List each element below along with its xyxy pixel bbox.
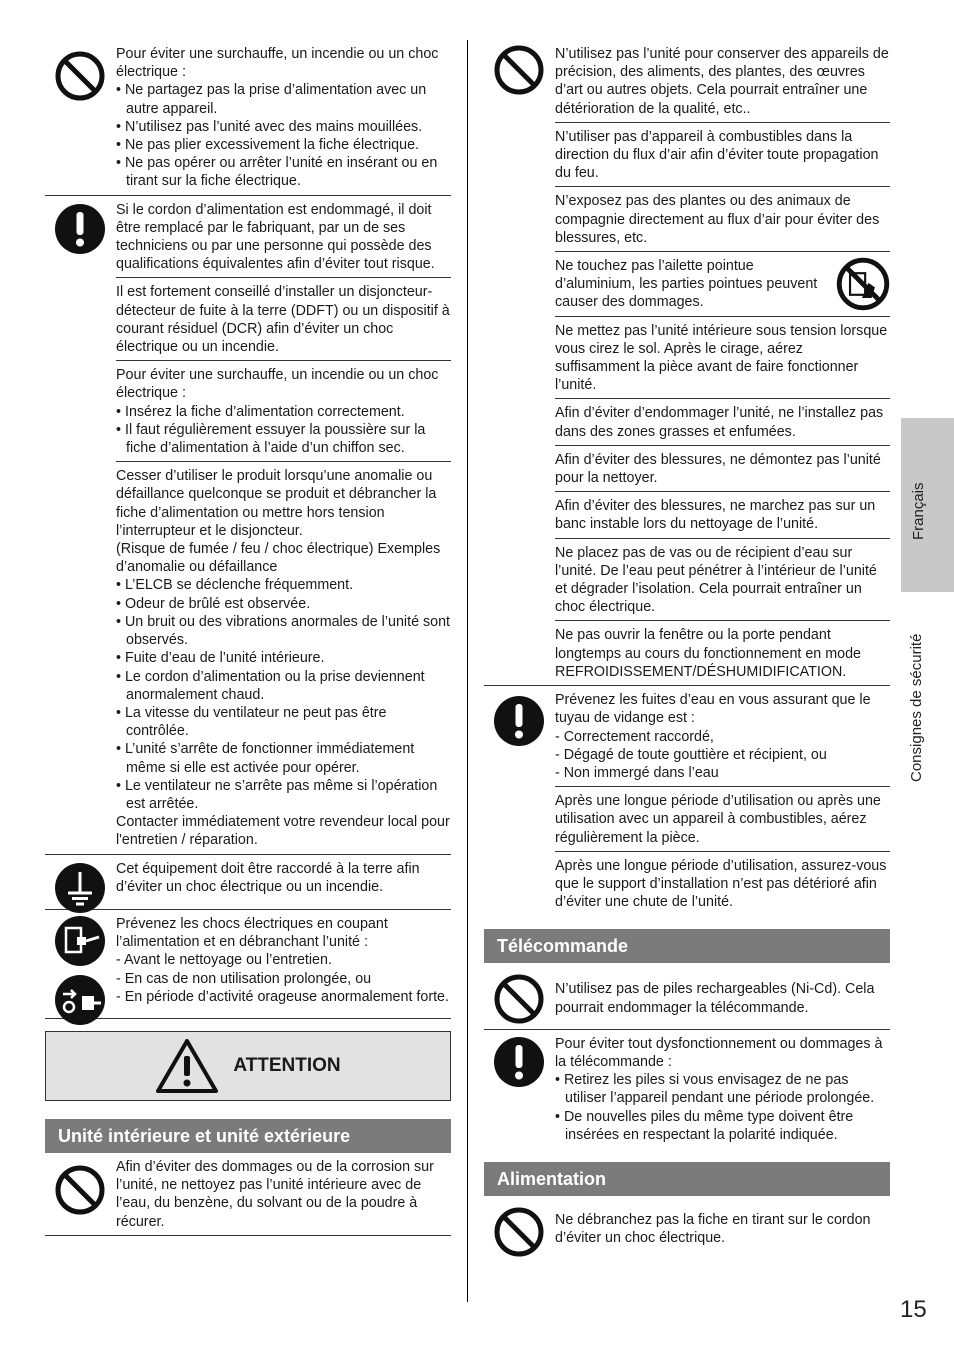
safety-item: Pour éviter une surchauffe, un incendie ou un choc électrique : • Insérez la fiche d’alimentation correctement. • Il faut régulièrement essuyer la poussière sur la fiche d’alimentation à l’aide d’un chiffon sec. bbox=[116, 361, 451, 462]
ground-block bbox=[45, 855, 451, 910]
safety-item: Il est fortement conseillé d’installer un disjoncteur-détecteur de fuite à la terre (DDFT) ou un dispositif à courant résiduel (DCR) afin d’éviter un choc électrique ou un incendie. bbox=[116, 278, 451, 361]
language-label: Français bbox=[910, 482, 927, 540]
mandatory-block bbox=[484, 686, 890, 915]
prohibition-block bbox=[484, 963, 890, 1029]
safety-item: Si le cordon d’alimentation est endommagé, il doit être remplacé par le fabriquant, par un de ses techniciens ou par une personne qui possède des qualifications équivalentes afin d’éviter tout risque. bbox=[116, 196, 451, 279]
prohibition-block bbox=[484, 40, 890, 686]
safety-item: Afin d’éviter des blessures, ne démontez pas l’unité pour la nettoyer. bbox=[555, 446, 890, 492]
page-number: 15 bbox=[900, 1296, 927, 1323]
safety-item: Afin d’éviter des blessures, ne marchez pas sur un banc instable lors du nettoyage de l’unité. bbox=[555, 492, 890, 538]
safety-item: Afin d’éviter des dommages ou de la corrosion sur l’unité, ne nettoyez pas l’unité intérieure avec de l’eau, du benzène, du solvant ou de la poudre à récurer. bbox=[116, 1158, 434, 1230]
section-title-power: Alimentation bbox=[484, 1162, 890, 1196]
mandatory-icon bbox=[494, 1037, 544, 1087]
prohibition-icon bbox=[494, 1207, 544, 1257]
safety-item: Ne placez pas de vas ou de récipient d’eau sur l’unité. De l’eau peut pénétrer à l’intérieur de l’unité et dégrader l’isolation. Cela pourrait entraîner un choc électrique. bbox=[555, 539, 890, 622]
section-title-remote: Télécommande bbox=[484, 929, 890, 963]
safety-item: N’utilisez pas de piles rechargeables (Ni-Cd). Cela pourrait endommager la télécommande. bbox=[555, 981, 875, 1016]
prohibition-icon bbox=[55, 51, 105, 101]
right-column bbox=[484, 40, 890, 1251]
prohibition-icon bbox=[494, 974, 544, 1024]
mandatory-icon bbox=[55, 204, 105, 254]
safety-item: Pour éviter une surchauffe, un incendie ou un choc électrique : • Ne partagez pas la prise d’alimentation avec un autre appareil. • N’utilisez pas l’unité avec des mains mouillées. • Ne pas plier excessivement la fiche électrique. • Ne pas opérer ou arrêter l’unité en insérant ou en tirant sur la fiche électrique. bbox=[116, 40, 451, 195]
no-touch-icon bbox=[836, 257, 890, 311]
disconnect-power-icon bbox=[55, 975, 105, 1025]
prohibition-icon bbox=[494, 45, 544, 95]
language-tab bbox=[901, 418, 954, 592]
prohibition-icon bbox=[55, 1165, 105, 1215]
safety-item: N’utilisez pas l’unité pour conserver des appareils de précision, des aliments, des plantes, des œuvres d’art ou autres objets. Cela pourrait entraîner une détérioration de la qualité, etc.. bbox=[555, 40, 890, 123]
prohibition-block bbox=[45, 1153, 451, 1236]
safety-item: N’exposez pas des plantes ou des animaux de compagnie directement au flux d’air pour éviter des blessures, etc. bbox=[555, 187, 890, 252]
unplug-icon bbox=[55, 916, 105, 966]
safety-item: Après une longue période d’utilisation, assurez-vous que le support d’installation n’est pas détérioré afin d’éviter une chute de l’unité. bbox=[555, 857, 887, 911]
prohibition-block bbox=[45, 40, 451, 196]
safety-item: Après une longue période d’utilisation ou après une utilisation avec un appareil à combustibles, aérez régulièrement la pièce. bbox=[555, 787, 890, 852]
attention-banner bbox=[45, 1031, 451, 1101]
safety-item: Ne pas ouvrir la fenêtre ou la porte pendant longtemps au cours du fonctionnement en mode REFROIDISSEMENT/DÉSHUMIDIFICATION. bbox=[555, 627, 861, 680]
safety-item: Cesser d’utiliser le produit lorsqu’une anomalie ou défaillance quelconque se produit et débrancher la fiche d’alimentation ou mettre hors tension l’interrupteur et le disjoncteur. (Risque de fumée / feu / choc électrique) Exemples d’anomalie ou défaillance • L’ELCB se déclenche fréquemment. • Odeur de brûlé est observée. • Un bruit ou des vibrations anormales de l’unité sont observés. • Fuite d’eau de l’unité intérieure. • Le cordon d’alimentation ou la prise deviennent anormalement chaud. • La vitesse du ventilateur ne peut pas être contrôlée. • L’unité s’arrête de fonctionner immédiatement même si elle est activée pour opérer. • Le ventilateur ne s’arrête pas même si l’opération est arrêtée. Contacter immédiatement votre revendeur local pour l'entretien / réparation. bbox=[116, 462, 451, 853]
mandatory-icon bbox=[494, 696, 544, 746]
ground-icon bbox=[55, 863, 105, 913]
safety-item: Cet équipement doit être raccordé à la terre afin d’éviter un choc électrique ou un incendie. bbox=[116, 860, 420, 895]
section-label: Consignes de sécurité bbox=[908, 633, 925, 782]
safety-item: Prévenez les chocs électriques en coupant l’alimentation et en débranchant l’unité : - Avant le nettoyage ou l’entretien. - En cas de non utilisation prolongée, ou - En période d’activité orageuse anormalement forte. bbox=[116, 915, 449, 1005]
safety-item: Prévenez les fuites d’eau en vous assurant que le tuyau de vidange est : - Correctement raccordé, - Dégagé de toute gouttière et récipient, ou - Non immergé dans l’eau bbox=[555, 686, 890, 787]
safety-item: Ne débranchez pas la fiche en tirant sur le cordon d’éviter un choc électrique. bbox=[555, 1211, 871, 1247]
prohibition-block bbox=[484, 1196, 890, 1251]
attention-label: ATTENTION bbox=[233, 1054, 341, 1076]
safety-item: Pour éviter tout dysfonctionnement ou dommages à la télécommande : • Retirez les piles si vous envisagez de ne pas utiliser l’appareil pendant une période prolongée. • De nouvelles piles du même type doivent être insérées en respectant la polarité indiquée. bbox=[555, 1030, 890, 1148]
unplug-block bbox=[45, 910, 451, 1019]
mandatory-block bbox=[45, 196, 451, 855]
mandatory-block bbox=[484, 1030, 890, 1148]
section-title-indoor-outdoor: Unité intérieure et unité extérieure bbox=[45, 1119, 451, 1153]
safety-item: Ne touchez pas l’ailette pointue d’aluminium, les parties pointues peuvent causer des dommages. bbox=[555, 252, 890, 317]
warning-triangle-icon bbox=[155, 1038, 219, 1094]
safety-item: Afin d’éviter d’endommager l’unité, ne l’installez pas dans des zones grasses et enfumées. bbox=[555, 399, 890, 445]
safety-item: Ne mettez pas l’unité intérieure sous tension lorsque vous cirez le sol. Après le cirage, aérez suffisamment la pièce avant de faire fonctionner l’unité. bbox=[555, 317, 890, 400]
column-divider bbox=[467, 40, 468, 1302]
safety-item: N’utiliser pas d’appareil à combustibles dans la direction du flux d’air afin d’éviter toute propagation du feu. bbox=[555, 123, 890, 188]
left-column bbox=[45, 40, 451, 1236]
